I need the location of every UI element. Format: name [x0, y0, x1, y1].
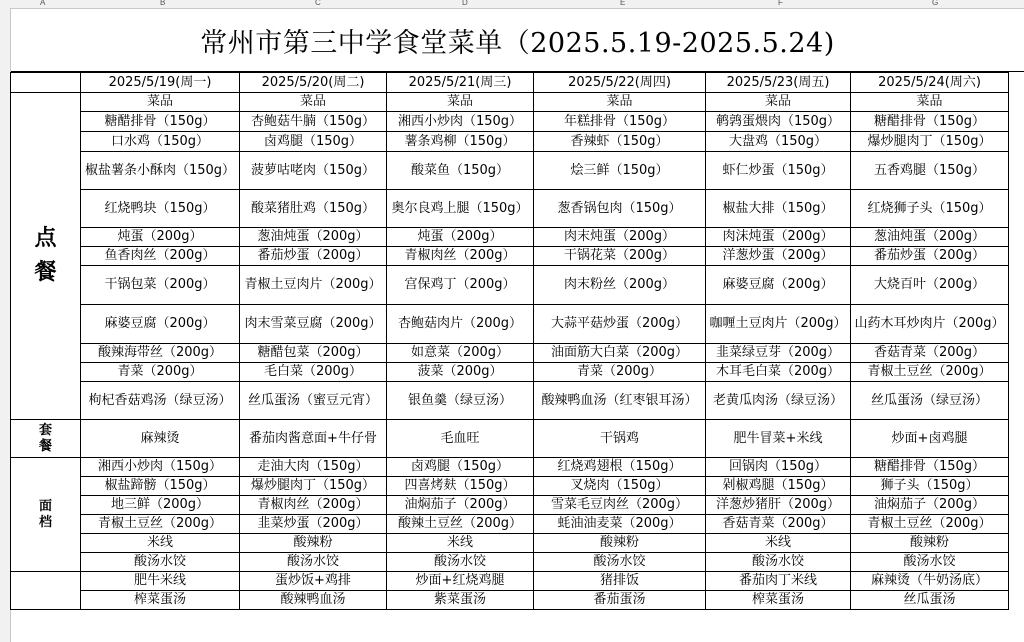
noodle-item: 叉烧肉（150g） [534, 477, 706, 496]
extra-item: 紫菜蛋汤 [387, 591, 534, 610]
menu-item: 酸菜猪肚鸡（150g） [240, 190, 387, 228]
noodle-item: 湘西小炒肉（150g） [81, 458, 240, 477]
menu-item: 青椒土豆丝（200g） [851, 363, 1009, 382]
menu-item: 鹌鹑蛋煨肉（150g） [706, 112, 851, 132]
extra-item: 炒面+红烧鸡腿 [387, 572, 534, 591]
table-row [11, 305, 1009, 344]
menu-item: 丝瓜蛋汤（蜜豆元宵） [240, 382, 387, 420]
day-header: 2025/5/21(周三) [387, 73, 534, 93]
noodle-item: 酸辣粉 [851, 534, 1009, 553]
table-row [11, 382, 1009, 420]
table-row [11, 496, 1009, 515]
menu-table [10, 72, 1009, 610]
table-row [11, 420, 1009, 458]
table-row [11, 152, 1009, 190]
menu-item: 肉末粉丝（200g） [534, 266, 706, 305]
menu-item: 五香鸡腿（150g） [851, 152, 1009, 190]
menu-item: 大盘鸡（150g） [706, 132, 851, 152]
menu-item: 杏鲍菇牛腩（150g） [240, 112, 387, 132]
noodle-item: 酸汤水饺 [240, 553, 387, 572]
table-row [11, 458, 1009, 477]
menu-item: 口水鸡（150g） [81, 132, 240, 152]
menu-item: 杏鲍菇肉片（200g） [387, 305, 534, 344]
menu-item: 青菜（200g） [534, 363, 706, 382]
extra-item: 猪排饭 [534, 572, 706, 591]
dish-header: 菜品 [706, 93, 851, 112]
noodle-item: 卤鸡腿（150g） [387, 458, 534, 477]
column-letter: F [778, 0, 783, 7]
menu-item: 糖醋排骨（150g） [851, 112, 1009, 132]
menu-item: 菠菜（200g） [387, 363, 534, 382]
noodle-item: 青椒土豆丝（200g） [81, 515, 240, 534]
noodle-item: 青椒肉丝（200g） [240, 496, 387, 515]
noodle-item: 香菇青菜（200g） [706, 515, 851, 534]
table-row [11, 534, 1009, 553]
menu-item: 肉沫炖蛋（200g） [706, 228, 851, 247]
menu-item: 炖蛋（200g） [387, 228, 534, 247]
noodle-item: 爆炒腿肉丁（150g） [240, 477, 387, 496]
blank-cell [11, 73, 81, 93]
extra-item: 榨菜蛋汤 [706, 591, 851, 610]
noodle-item: 青椒土豆丝（200g） [851, 515, 1009, 534]
menu-item: 肉末炖蛋（200g） [534, 228, 706, 247]
set-meal-item: 炒面+卤鸡腿 [851, 420, 1009, 458]
table-row [11, 132, 1009, 152]
table-row [11, 112, 1009, 132]
day-header: 2025/5/19(周一) [81, 73, 240, 93]
day-header: 2025/5/20(周二) [240, 73, 387, 93]
extra-item: 榨菜蛋汤 [81, 591, 240, 610]
table-row [11, 190, 1009, 228]
noodle-item: 蚝油油麦菜（200g） [534, 515, 706, 534]
menu-item: 虾仁炒蛋（150g） [706, 152, 851, 190]
menu-item: 红烧鸭块（150g） [81, 190, 240, 228]
menu-item: 银鱼羹（绿豆汤） [387, 382, 534, 420]
dish-header: 菜品 [81, 93, 240, 112]
menu-item: 山药木耳炒肉片（200g） [851, 305, 1009, 344]
extra-item: 肥牛米线 [81, 572, 240, 591]
category-label: 面 档 [11, 458, 81, 572]
menu-item: 番茄炒蛋（200g） [240, 247, 387, 266]
dish-header: 菜品 [387, 93, 534, 112]
menu-item: 年糕排骨（150g） [534, 112, 706, 132]
set-meal-item: 干锅鸡 [534, 420, 706, 458]
noodle-item: 酸汤水饺 [706, 553, 851, 572]
menu-item: 葱油炖蛋（200g） [240, 228, 387, 247]
table-row [11, 247, 1009, 266]
menu-item: 毛白菜（200g） [240, 363, 387, 382]
menu-item: 麻婆豆腐（200g） [81, 305, 240, 344]
menu-item: 宫保鸡丁（200g） [387, 266, 534, 305]
noodle-item: 酸辣粉 [534, 534, 706, 553]
menu-item: 肉末雪菜豆腐（200g） [240, 305, 387, 344]
dish-header: 菜品 [240, 93, 387, 112]
column-letter: B [160, 0, 166, 7]
menu-item: 红烧狮子头（150g） [851, 190, 1009, 228]
column-letter: A [40, 0, 46, 7]
noodle-item: 油焖茄子（200g） [387, 496, 534, 515]
menu-item: 木耳毛白菜（200g） [706, 363, 851, 382]
menu-item: 椒盐薯条小酥肉（150g） [81, 152, 240, 190]
menu-item: 葱油炖蛋（200g） [851, 228, 1009, 247]
noodle-item: 米线 [706, 534, 851, 553]
table-row [11, 73, 1009, 93]
menu-item: 酸菜鱼（150g） [387, 152, 534, 190]
menu-item: 韭菜绿豆芽（200g） [706, 344, 851, 363]
noodle-item: 回锅肉（150g） [706, 458, 851, 477]
noodle-item: 椒盐蹄髈（150g） [81, 477, 240, 496]
noodle-item: 酸汤水饺 [851, 553, 1009, 572]
set-meal-item: 毛血旺 [387, 420, 534, 458]
extra-item: 酸辣鸭血汤 [240, 591, 387, 610]
noodle-item: 糖醋排骨（150g） [851, 458, 1009, 477]
blank-cell [11, 572, 81, 610]
menu-item: 香菇青菜（200g） [851, 344, 1009, 363]
menu-item: 大蒜平菇炒蛋（200g） [534, 305, 706, 344]
menu-item: 青菜（200g） [81, 363, 240, 382]
noodle-item: 洋葱炒猪肝（200g） [706, 496, 851, 515]
menu-item: 糖醋排骨（150g） [81, 112, 240, 132]
menu-item: 奥尔良鸡上腿（150g） [387, 190, 534, 228]
category-label: 点 餐 [11, 93, 81, 420]
menu-item: 大烧百叶（200g） [851, 266, 1009, 305]
noodle-item: 走油大肉（150g） [240, 458, 387, 477]
menu-item: 菠萝咕咾肉（150g） [240, 152, 387, 190]
noodle-item: 酸辣粉 [240, 534, 387, 553]
column-letter: C [315, 0, 321, 7]
menu-item: 烩三鲜（150g） [534, 152, 706, 190]
menu-item: 麻婆豆腐（200g） [706, 266, 851, 305]
menu-item: 卤鸡腿（150g） [240, 132, 387, 152]
menu-item: 爆炒腿肉丁（150g） [851, 132, 1009, 152]
extra-item: 麻辣烫（牛奶汤底） [851, 572, 1009, 591]
menu-item: 老黄瓜肉汤（绿豆汤） [706, 382, 851, 420]
noodle-item: 四喜烤麸（150g） [387, 477, 534, 496]
table-row [11, 553, 1009, 572]
menu-item: 葱香锅包肉（150g） [534, 190, 706, 228]
noodle-item: 酸汤水饺 [534, 553, 706, 572]
noodle-item: 红烧鸡翅根（150g） [534, 458, 706, 477]
menu-item: 油面筋大白菜（200g） [534, 344, 706, 363]
set-meal-item: 麻辣烫 [81, 420, 240, 458]
noodle-item: 狮子头（150g） [851, 477, 1009, 496]
menu-item: 椒盐大排（150g） [706, 190, 851, 228]
noodle-item: 剁椒鸡腿（150g） [706, 477, 851, 496]
menu-item: 洋葱炒蛋（200g） [706, 247, 851, 266]
menu-item: 如意菜（200g） [387, 344, 534, 363]
day-header: 2025/5/23(周五) [706, 73, 851, 93]
table-row [11, 591, 1009, 610]
day-header: 2025/5/22(周四) [534, 73, 706, 93]
extra-item: 蛋炒饭+鸡排 [240, 572, 387, 591]
menu-item: 鱼香肉丝（200g） [81, 247, 240, 266]
menu-item: 糖醋包菜（200g） [240, 344, 387, 363]
noodle-item: 雪菜毛豆肉丝（200g） [534, 496, 706, 515]
menu-item: 干锅包菜（200g） [81, 266, 240, 305]
menu-item: 香辣虾（150g） [534, 132, 706, 152]
menu-item: 咖喱土豆肉片（200g） [706, 305, 851, 344]
menu-item: 枸杞香菇鸡汤（绿豆汤） [81, 382, 240, 420]
table-row [11, 344, 1009, 363]
noodle-item: 米线 [387, 534, 534, 553]
set-meal-item: 肥牛冒菜+米线 [706, 420, 851, 458]
column-letter: D [462, 0, 468, 7]
dish-header: 菜品 [851, 93, 1009, 112]
table-row [11, 572, 1009, 591]
menu-item: 青椒肉丝（200g） [387, 247, 534, 266]
table-row [11, 515, 1009, 534]
noodle-item: 地三鲜（200g） [81, 496, 240, 515]
table-row [11, 266, 1009, 305]
category-label: 套 餐 [11, 420, 81, 458]
menu-item: 酸辣海带丝（200g） [81, 344, 240, 363]
extra-item: 番茄肉丁米线 [706, 572, 851, 591]
noodle-item: 米线 [81, 534, 240, 553]
menu-item: 薯条鸡柳（150g） [387, 132, 534, 152]
extra-item: 丝瓜蛋汤 [851, 591, 1009, 610]
menu-item: 番茄炒蛋（200g） [851, 247, 1009, 266]
menu-title: 常州市第三中学食堂菜单（2025.5.19-2025.5.24) [11, 9, 1024, 72]
table-row [11, 477, 1009, 496]
day-header: 2025/5/24(周六) [851, 73, 1009, 93]
table-row [11, 363, 1009, 382]
column-letter: E [620, 0, 626, 7]
extra-item: 番茄蛋汤 [534, 591, 706, 610]
table-row [11, 228, 1009, 247]
menu-item: 青椒土豆肉片（200g） [240, 266, 387, 305]
set-meal-item: 番茄肉酱意面+牛仔骨 [240, 420, 387, 458]
noodle-item: 韭菜炒蛋（200g） [240, 515, 387, 534]
table-row [11, 93, 1009, 112]
menu-item: 干锅花菜（200g） [534, 247, 706, 266]
column-header-bar [0, 0, 1024, 9]
noodle-item: 酸汤水饺 [387, 553, 534, 572]
column-letter: G [932, 0, 939, 7]
menu-item: 丝瓜蛋汤（绿豆汤） [851, 382, 1009, 420]
menu-item: 湘西小炒肉（150g） [387, 112, 534, 132]
menu-item: 炖蛋（200g） [81, 228, 240, 247]
noodle-item: 酸辣土豆丝（200g） [387, 515, 534, 534]
noodle-item: 油焖茄子（200g） [851, 496, 1009, 515]
menu-item: 酸辣鸭血汤（红枣银耳汤） [534, 382, 706, 420]
dish-header: 菜品 [534, 93, 706, 112]
noodle-item: 酸汤水饺 [81, 553, 240, 572]
